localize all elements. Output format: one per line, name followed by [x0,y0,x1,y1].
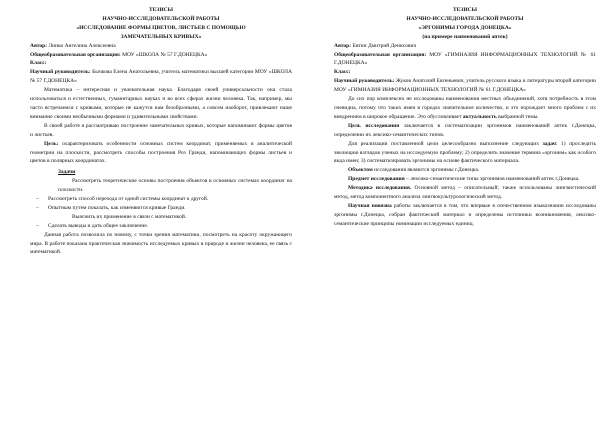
right-title-line1: «ЭРГОНИМЫ ГОРОДА ДОНЕЦКА» [418,24,512,31]
left-para1: Математика – интересная и увлекательная наука. Благодаря своей универсальности она стала использоваться и естественных, гуманитарных науках и во всех сферах жизни человека. Так, например, мы часто встречаемся с кривыми, которые не кажутся нам безобразными, а совсем наоборот, привлекают наше внимание своими необычными формами и удивительными свойствами. [30,87,292,120]
left-bullet3: – Сделать выводы и дать общее заключение. [36,222,292,231]
left-title-line2: ЗАМЕЧАТЕЛЬНЫХ КРИВЫХ» [120,33,202,40]
right-tasks-list: : 1) проследить эволюцию взглядов ученых на исследуемую проблему; 2) определить значение термина «эргоним» как особого вида имен; 3) систематизировать эргонимы на основе фактического материала. [334,140,597,165]
right-author-value: Евтин Дмитрий Денисович [351,42,417,49]
left-goal-label: Цель: [44,140,59,147]
left-thesis [30,6,292,257]
left-head-label: Научный руководитель: [30,69,91,76]
left-goal-text: охарактеризовать особенности основных систем координат, применяемых в аналитической геометрии на плоскости, рассмотреть способы построения Роз Гранди, напоминающих формы листьев и цветов в полярных координатах. [30,140,292,165]
left-head-value: Бычкова Елена Анатольевна, учитель математики высшей категории МОУ «ШКОЛА № 57 Г.ДОНЕЦКА» [30,69,292,85]
left-org-label: Общеобразовательная организация: [30,51,121,58]
left-org-value: МОУ «ШКОЛА № 57 Г.ДОНЕЦКА» [120,51,208,58]
left-author-value: Линко Ангелина Алексеевна [47,42,116,49]
left-para2: В своей работе я рассматриваю построение замечательных кривых, которые напоминают формы цветов и листьев. [30,122,292,138]
left-title-line1: «ИССЛЕДОВАНИЕ ФОРМЫ ЦВЕТОВ, ЛИСТЬЕВ С ПОМОЩЬЮ [76,24,246,31]
right-para1-start: До сих пор комплексно не исследованы наименования местных объединений, хотя потребность в этом очевидна, потому что таких имен в городах значительное количество, и это порождает много проблем с их внедрением в широкое обращение. Это обусловливает [334,96,596,120]
left-tasks-label: Задачи [58,169,76,176]
left-task1: Рассмотреть теоретические основы построения объектов в основных системах координат на плоскости. [58,178,292,194]
right-goal-label: Цель исследования [348,122,400,129]
right-class-label: Класс: [334,69,351,76]
right-head-value: Жуков Анатолий Евгеньевич, учитель русского языка и литературы второй категории МОУ «ГИМНАЗИЯ ИНФОРМАЦИОННЫХ ТЕХНОЛОГИЙ № 61 Г.ДОНЕЦКА» [334,78,596,94]
right-para1-end: выбранной темы. [496,113,539,120]
left-author-label: Автор: [30,42,48,49]
right-novelty-label: Научная новизна [348,202,392,209]
right-org-label: Общеобразовательная организация: [334,51,427,58]
left-work-type: НАУЧНО-ИССЛЕДОВАТЕЛЬСКОЙ РАБОТЫ [102,15,220,22]
right-method-text: Основной метод – описательный; также использованы лингвистический метод, метод компонентного анализа лингвокультурологический метод. [334,185,596,201]
right-head-label: Научный руководитель: [334,78,395,85]
right-goal-text: заключается в систематизации эргонимов наименований аптек г.Донецка, определении их лексико-семантических типов. [334,122,596,138]
right-subject-label: Предмет исследования [348,176,405,183]
right-label: ТЕЗИСЫ [453,7,477,13]
right-para1-bold: актуальность [462,113,497,120]
left-task2: Выяснить их применение в связи с математикой. [72,213,187,220]
right-object-label: Объектом [348,167,373,174]
right-tasks-label: задач [542,140,556,147]
right-object-text: исследования являются эргонимы г.Донецка. [372,167,480,174]
right-title-line2: (на примере наименований аптек) [422,33,508,40]
right-method-label: Методика исследования. [348,185,412,192]
left-label: ТЕЗИСЫ [149,7,173,13]
right-org-value: МОУ «ГИМНАЗИЯ ИНФОРМАЦИОННЫХ ТЕХНОЛОГИЙ № 61 Г.ДОНЕЦКА» [334,51,596,67]
left-bullet1: – Рассмотреть способ перехода от одной системы координат к другой. [36,195,292,204]
right-tasks-text: Для реализации поставленной цели целесообразно выполнение следующих [348,140,543,147]
left-class-label: Класс: [30,60,47,67]
left-para3: Данная работа позволила по новому, с точки зрения математики, посмотреть на красоту окружающего мира. В работе показана практическая значимость исследуемых кривых в природе и жизни человека, ее связь с математикой. [30,231,292,256]
right-novelty-text: работы заключается в том, что впервые в отечественном языкознании исследованы эргонимы г.Донецка, собран фактический материал и определены источники возникновения, лексико-семантические принципы номинации исследуемых единиц. [334,202,596,227]
right-author-label: Автор: [334,42,352,49]
right-subject-text: – лексико-семантические типы эргонимов наименований аптек г.Донецка. [404,176,580,183]
left-bullet2: – Опытным путем показать, как изменяются кривые Гранди. [36,204,292,213]
right-thesis [334,6,596,229]
right-work-type: НАУЧНО-ИССЛЕДОВАТЕЛЬСКОЙ РАБОТЫ [406,15,524,22]
